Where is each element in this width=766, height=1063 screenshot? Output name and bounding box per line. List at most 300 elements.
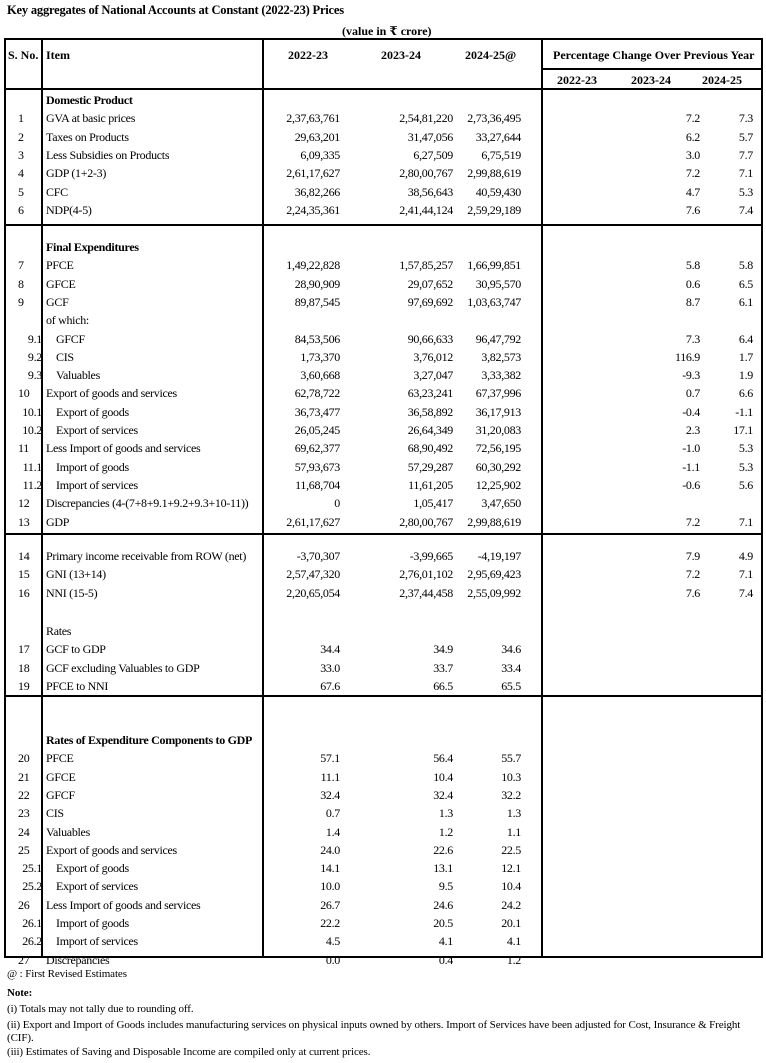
cell-value-2023-24: 2,37,44,458 (399, 585, 453, 600)
cell-value-2022-23: 1.4 (325, 824, 340, 839)
table-row (0, 166, 766, 184)
section-rule (4, 533, 763, 535)
table-row (0, 879, 766, 897)
cell-value-2024-25: 1.1 (506, 824, 521, 839)
cell-value-2023-24: 36,58,892 (407, 404, 453, 419)
cell-value-2024-25: 33,27,644 (475, 129, 521, 144)
cell-value-2024-25: 2,99,88,619 (467, 166, 521, 181)
cell-pct-2024-25: -1.1 (735, 404, 753, 419)
cell-value-2022-23: 1,73,370 (300, 349, 340, 364)
section-rule (4, 224, 763, 226)
cell-item: GFCE (46, 769, 76, 784)
table-row (0, 496, 766, 514)
cell-item: of which: (46, 313, 89, 328)
cell-value-2024-25: 40,59,430 (475, 184, 521, 199)
cell-value-2022-23: 34.4 (320, 642, 340, 657)
cell-pct-2023-24: -0.6 (682, 477, 700, 492)
cell-sno: 19 (18, 678, 30, 693)
cell-value-2023-24: 31,47,056 (407, 129, 453, 144)
cell-value-2022-23: 0.7 (325, 806, 340, 821)
cell-pct-2024-25: 7.1 (738, 166, 753, 181)
cell-value-2022-23: 3,60,668 (300, 368, 340, 383)
cell-value-2024-25: 2,59,29,189 (467, 202, 521, 217)
cell-item: Export of goods (56, 861, 129, 876)
header-pct-year-3: 2024-25 (702, 73, 742, 87)
table-row (0, 515, 766, 533)
cell-value-2022-23: 29,63,201 (294, 129, 340, 144)
cell-value-2024-25: 2,99,88,619 (467, 514, 521, 529)
footnote-item: (i) Totals may not tally due to rounding off. (7, 1003, 194, 1015)
cell-value-2023-24: 11,61,205 (408, 477, 453, 492)
cell-value-2022-23: 57,93,673 (294, 459, 340, 474)
cell-pct-2024-25: 5.3 (738, 441, 753, 456)
cell-value-2023-24: 3,27,047 (413, 368, 453, 383)
cell-value-2023-24: 2,41,44,124 (399, 202, 453, 217)
table-row (0, 313, 766, 331)
cell-value-2024-25: 20.1 (501, 916, 521, 930)
cell-sno: 16 (18, 585, 30, 600)
cell-value-2024-25: 60,30,292 (475, 459, 521, 474)
cell-value-2022-23: 26.7 (320, 897, 340, 912)
cell-value-2023-24: 0.4 (438, 952, 453, 967)
cell-pct-2023-24: 3.0 (685, 147, 700, 162)
cell-value-2024-25: 72,56,195 (475, 441, 521, 456)
cell-pct-2024-25: 4.9 (738, 549, 753, 563)
table-row (0, 350, 766, 368)
cell-item: Import of services (56, 477, 138, 492)
cell-sno: 13 (18, 514, 30, 529)
cell-value-2024-25: 3,47,650 (481, 496, 521, 511)
cell-value-2023-24: 2,80,00,767 (399, 166, 453, 181)
cell-value-2023-24: 26,64,349 (407, 423, 453, 437)
cell-value-2024-25: 2,73,36,495 (467, 111, 521, 126)
table-row (0, 916, 766, 934)
header-pct-year-2: 2023-24 (631, 73, 671, 87)
cell-sno: 5 (18, 184, 24, 199)
cell-pct-2023-24: 7.2 (685, 514, 700, 529)
table-row (0, 111, 766, 129)
cell-sno: 21 (18, 769, 30, 784)
cell-value-2023-24: 3,76,012 (413, 349, 453, 364)
cell-pct-2023-24: -1.0 (682, 441, 700, 456)
cell-value-2022-23: 0.0 (325, 952, 340, 967)
cell-value-2023-24: 13.1 (433, 861, 453, 876)
cell-value-2022-23: 32.4 (320, 787, 340, 802)
cell-sno: 26.2 (22, 934, 42, 949)
cell-value-2024-25: 67,37,996 (475, 386, 521, 401)
cell-value-2024-25: 1.3 (506, 806, 521, 821)
cell-item: CIS (56, 349, 74, 364)
cell-sno: 22 (18, 787, 30, 802)
cell-pct-2023-24: 7.2 (685, 567, 700, 582)
cell-value-2023-24: 24.6 (433, 897, 453, 912)
cell-value-2023-24: 1.2 (438, 824, 453, 839)
cell-pct-2024-25: 7.7 (738, 147, 753, 162)
cell-sno: 3 (18, 147, 24, 162)
cell-sno: 10 (18, 386, 30, 401)
cell-value-2024-25: 12.1 (501, 861, 521, 876)
section-heading-label: Domestic Product (46, 93, 133, 107)
cell-pct-2023-24: -0.4 (682, 404, 700, 419)
cell-value-2023-24: 9.5 (438, 879, 453, 894)
cell-sno: 25 (18, 842, 30, 857)
cell-value-2024-25: 36,17,913 (475, 404, 521, 419)
cell-pct-2024-25: 6.4 (738, 331, 753, 346)
section-heading (0, 93, 766, 111)
cell-sno: 11 (18, 441, 29, 456)
cell-value-2024-25: 3,82,573 (481, 349, 521, 364)
cell-value-2024-25: 32.2 (501, 787, 521, 802)
cell-item: GNI (13+14) (46, 567, 106, 582)
cell-item: PFCE (46, 751, 74, 766)
cell-value-2023-24: 6,27,509 (413, 147, 453, 162)
cell-item: Import of services (56, 934, 138, 949)
section-heading (0, 733, 766, 751)
table-row (0, 185, 766, 203)
cell-value-2023-24: 4.1 (438, 934, 453, 949)
table-row (0, 277, 766, 295)
cell-value-2023-24: 29,07,652 (407, 276, 453, 291)
footnote-at: @ : First Revised Estimates (7, 968, 127, 980)
cell-value-2024-25: 1.2 (506, 952, 521, 967)
cell-pct-2023-24: 5.8 (685, 258, 700, 273)
cell-value-2023-24: 2,54,81,220 (399, 111, 453, 126)
table-row (0, 788, 766, 806)
cell-sno: 10.2 (22, 423, 42, 437)
table-row (0, 332, 766, 350)
cell-item: Export of goods and services (46, 386, 177, 401)
cell-item: CFC (46, 184, 68, 199)
cell-pct-2023-24: 7.6 (685, 585, 700, 600)
cell-sno: 1 (18, 111, 24, 126)
table-row (0, 898, 766, 916)
cell-value-2023-24: 20.5 (433, 916, 453, 930)
cell-value-2022-23: 1,49,22,828 (286, 258, 340, 273)
cell-value-2024-25: 2,55,09,992 (467, 585, 521, 600)
cell-value-2022-23: 2,57,47,320 (286, 567, 340, 582)
cell-value-2024-25: 10.3 (501, 769, 521, 784)
table-row (0, 661, 766, 679)
cell-sno: 9.1 (27, 331, 42, 346)
table-row (0, 478, 766, 496)
cell-item: GCF excluding Valuables to GDP (46, 660, 200, 675)
cell-pct-2023-24: 0.6 (685, 276, 700, 291)
cell-sno: 9.2 (27, 349, 42, 364)
cell-value-2023-24: 1.3 (438, 806, 453, 821)
cell-pct-2024-25: 6.5 (738, 276, 753, 291)
cell-pct-2023-24: -9.3 (682, 368, 700, 383)
cell-item: Valuables (56, 368, 100, 383)
cell-sno: 9.3 (27, 368, 42, 383)
cell-value-2023-24: 38,56,643 (407, 184, 453, 199)
cell-sno: 26 (18, 897, 30, 912)
cell-sno: 10.1 (22, 404, 42, 419)
cell-value-2024-25: 1,03,63,747 (467, 294, 521, 309)
table-row (0, 934, 766, 952)
cell-pct-2023-24: 7.6 (685, 202, 700, 217)
cell-value-2024-25: 22.5 (501, 842, 521, 857)
cell-pct-2023-24: 7.3 (685, 331, 700, 346)
cell-value-2024-25: 6,75,519 (481, 147, 521, 162)
cell-value-2023-24: 32.4 (433, 787, 453, 802)
cell-sno: 24 (18, 824, 30, 839)
cell-item: GFCF (56, 331, 85, 346)
table-row (0, 441, 766, 459)
header-year-3: 2024-25@ (465, 48, 517, 62)
cell-value-2024-25: -4,19,197 (477, 549, 521, 563)
cell-value-2022-23: 36,73,477 (294, 404, 340, 419)
cell-sno: 12 (18, 496, 30, 511)
cell-value-2023-24: 57,29,287 (407, 459, 453, 474)
cell-value-2022-23: 2,61,17,627 (286, 514, 340, 529)
header-item: Item (46, 48, 70, 62)
table-row (0, 258, 766, 276)
cell-value-2023-24: 56.4 (433, 751, 453, 766)
cell-sno: 26.1 (22, 916, 42, 930)
cell-pct-2023-24: 7.2 (685, 111, 700, 126)
cell-pct-2024-25: 1.7 (738, 349, 753, 364)
cell-value-2022-23: 69,62,377 (294, 441, 340, 456)
header-year-2: 2023-24 (381, 48, 421, 62)
cell-pct-2024-25: 1.9 (738, 368, 753, 383)
cell-pct-2024-25: 6.6 (738, 386, 753, 401)
cell-sno: 17 (18, 642, 30, 657)
cell-pct-2023-24: 7.2 (685, 166, 700, 181)
cell-value-2022-23: 6,09,335 (300, 147, 340, 162)
table-row (0, 843, 766, 861)
section-heading-label: Final Expenditures (46, 240, 139, 254)
cell-pct-2023-24: 0.7 (685, 386, 700, 401)
cell-sno: 23 (18, 806, 30, 821)
cell-value-2023-24: 2,80,00,767 (399, 514, 453, 529)
cell-value-2024-25: 65.5 (501, 678, 521, 693)
cell-item: Export of services (56, 879, 138, 894)
cell-pct-2024-25: 7.1 (738, 514, 753, 529)
cell-value-2024-25: 24.2 (501, 897, 521, 912)
cell-value-2022-23: 89,87,545 (294, 294, 340, 309)
cell-item: GVA at basic prices (46, 111, 136, 126)
cell-item: Less Import of goods and services (46, 897, 201, 912)
cell-sno: 15 (18, 567, 30, 582)
cell-value-2023-24: 1,05,417 (413, 496, 453, 511)
cell-sno: 9 (18, 294, 24, 309)
section-heading (0, 240, 766, 258)
cell-pct-2023-24: -1.1 (682, 459, 700, 474)
cell-pct-2024-25: 5.8 (738, 258, 753, 273)
cell-value-2023-24: 33.7 (433, 660, 453, 675)
cell-item: GDP (46, 514, 70, 529)
section-heading (0, 624, 766, 642)
cell-sno: 11.2 (22, 477, 42, 492)
cell-pct-2023-24: 7.9 (685, 549, 700, 563)
cell-sno: 4 (18, 166, 24, 181)
table-row (0, 368, 766, 386)
cell-value-2022-23: 10.0 (320, 879, 340, 894)
cell-item: Discrepancies (4-(7+8+9.1+9.2+9.3+10-11)) (46, 496, 249, 511)
cell-value-2022-23: 62,78,722 (294, 386, 340, 401)
table-row (0, 861, 766, 879)
cell-sno: 7 (18, 258, 24, 273)
cell-item: PFCE (46, 258, 74, 273)
cell-value-2024-25: 34.6 (501, 642, 521, 657)
table-row (0, 203, 766, 221)
cell-value-2022-23: 4.5 (325, 934, 340, 949)
cell-value-2022-23: 33.0 (320, 660, 340, 675)
cell-value-2022-23: 2,37,63,761 (286, 111, 340, 126)
cell-value-2024-25: 31,20,083 (475, 423, 521, 437)
cell-value-2022-23: 67.6 (320, 678, 340, 693)
table-row (0, 806, 766, 824)
cell-pct-2024-25: 7.4 (738, 202, 753, 217)
cell-item: Valuables (46, 824, 90, 839)
cell-value-2024-25: 2,95,69,423 (467, 567, 521, 582)
cell-value-2022-23: 24.0 (320, 842, 340, 857)
cell-sno: 2 (18, 129, 24, 144)
cell-value-2023-24: 90,66,633 (407, 331, 453, 346)
footnote-item: (CIF). (7, 1032, 34, 1044)
cell-value-2023-24: 97,69,692 (407, 294, 453, 309)
header-bottom-rule (4, 88, 763, 90)
table-row (0, 130, 766, 148)
table-row (0, 679, 766, 697)
footnote-item: (iii) Estimates of Saving and Disposable Income are compiled only at current prices. (7, 1046, 371, 1058)
table-row (0, 567, 766, 585)
page-title: Key aggregates of National Accounts at Constant (2022-23) Prices (7, 3, 344, 17)
section-heading-label: Rates (46, 624, 72, 638)
cell-item: Export of goods and services (46, 842, 177, 857)
cell-pct-2024-25: 7.4 (738, 585, 753, 600)
cell-value-2022-23: 2,20,65,054 (286, 585, 340, 600)
cell-item: PFCE to NNI (46, 678, 109, 693)
cell-item: Export of services (56, 423, 138, 437)
table-row (0, 460, 766, 478)
table-row (0, 770, 766, 788)
table-row (0, 295, 766, 313)
table-row (0, 825, 766, 843)
cell-value-2024-25: 10.4 (501, 879, 521, 894)
cell-item: GFCE (46, 276, 76, 291)
pct-subheader-rule (541, 68, 763, 70)
cell-value-2022-23: 22.2 (320, 916, 340, 930)
cell-pct-2024-25: 17.1 (733, 423, 753, 437)
cell-sno: 14 (18, 549, 30, 563)
cell-sno: 6 (18, 202, 24, 217)
cell-value-2024-25: 96,47,792 (475, 331, 521, 346)
cell-value-2023-24: 68,90,492 (407, 441, 453, 456)
cell-value-2022-23: 28,90,909 (294, 276, 340, 291)
cell-item: Less Subsidies on Products (46, 147, 170, 162)
header-year-1: 2022-23 (288, 48, 328, 62)
cell-value-2023-24: 1,57,85,257 (399, 258, 453, 273)
cell-value-2023-24: 66.5 (433, 678, 453, 693)
cell-value-2023-24: 2,76,01,102 (399, 567, 453, 582)
cell-item: Import of goods (56, 459, 129, 474)
table-row (0, 642, 766, 660)
cell-pct-2024-25: 5.7 (738, 129, 753, 144)
cell-value-2024-25: 12,25,902 (475, 477, 521, 492)
cell-value-2022-23: 26,05,245 (294, 423, 340, 437)
cell-value-2024-25: 33.4 (501, 660, 521, 675)
cell-item: Export of goods (56, 404, 129, 419)
cell-sno: 25.2 (22, 879, 42, 894)
cell-value-2023-24: 63,23,241 (407, 386, 453, 401)
cell-value-2023-24: 10.4 (433, 769, 453, 784)
cell-item: CIS (46, 806, 64, 821)
table-row (0, 423, 766, 441)
cell-value-2022-23: 11,68,704 (295, 477, 340, 492)
cell-value-2022-23: 14.1 (320, 861, 340, 876)
cell-value-2024-25: 4.1 (506, 934, 521, 949)
footnote-note-label: Note: (7, 987, 33, 999)
table-row (0, 751, 766, 769)
cell-value-2024-25: 55.7 (501, 751, 521, 766)
section-heading-label: Rates of Expenditure Components to GDP (46, 733, 253, 747)
cell-value-2022-23: 57.1 (320, 751, 340, 766)
cell-item: Taxes on Products (46, 129, 129, 144)
cell-value-2022-23: 36,82,266 (294, 184, 340, 199)
cell-item: GCF to GDP (46, 642, 106, 657)
cell-item: GDP (1+2-3) (46, 166, 107, 181)
cell-item: Import of goods (56, 916, 129, 930)
cell-pct-2023-24: 6.2 (685, 129, 700, 144)
cell-item: NDP(4-5) (46, 202, 92, 217)
table-row (0, 405, 766, 423)
header-pct-year-1: 2022-23 (557, 73, 597, 87)
cell-value-2023-24: 22.6 (433, 842, 453, 857)
cell-pct-2024-25: 7.3 (738, 111, 753, 126)
cell-pct-2024-25: 7.1 (738, 567, 753, 582)
cell-pct-2024-25: 5.3 (738, 459, 753, 474)
header-pct-group: Percentage Change Over Previous Year (553, 48, 755, 62)
cell-item: Primary income receivable from ROW (net) (46, 549, 247, 563)
cell-value-2022-23: 2,61,17,627 (286, 166, 340, 181)
cell-item: GFCF (46, 787, 75, 802)
cell-sno: 11.1 (22, 459, 42, 474)
cell-pct-2024-25: 6.1 (738, 294, 753, 309)
cell-sno: 18 (18, 660, 30, 675)
table-row (0, 586, 766, 604)
cell-sno: 8 (18, 276, 24, 291)
cell-value-2022-23: 11.1 (320, 769, 340, 784)
footnote-item: (ii) Export and Import of Goods includes manufacturing services on physical inputs owned by others. Import of Services have been adjusted for Cost, Insurance & Freight (7, 1019, 741, 1031)
cell-sno: 20 (18, 751, 30, 766)
cell-pct-2024-25: 5.6 (738, 477, 753, 492)
table-row (0, 148, 766, 166)
cell-value-2023-24: -3,99,665 (409, 549, 453, 563)
cell-value-2024-25: 1,66,99,851 (467, 258, 521, 273)
cell-value-2022-23: 2,24,35,361 (286, 202, 340, 217)
cell-item: Discrepancies (46, 952, 110, 967)
header-sno: S. No. (8, 48, 39, 62)
cell-sno: 27 (18, 952, 30, 967)
cell-value-2022-23: 84,53,506 (294, 331, 340, 346)
cell-value-2022-23: 0 (334, 496, 340, 511)
unit-note: (value in ₹ crore) (342, 24, 432, 38)
table-row (0, 549, 766, 567)
cell-pct-2023-24: 2.3 (685, 423, 700, 437)
cell-item: Less Import of goods and services (46, 441, 201, 456)
cell-item: NNI (15-5) (46, 585, 98, 600)
cell-pct-2024-25: 5.3 (738, 184, 753, 199)
cell-pct-2023-24: 4.7 (685, 184, 700, 199)
cell-value-2023-24: 34.9 (433, 642, 453, 657)
cell-value-2024-25: 30,95,570 (475, 276, 521, 291)
cell-sno: 25.1 (22, 861, 42, 876)
cell-item: GCF (46, 294, 69, 309)
cell-pct-2023-24: 116.9 (674, 349, 700, 364)
table-row (0, 386, 766, 404)
cell-value-2024-25: 3,33,382 (481, 368, 521, 383)
